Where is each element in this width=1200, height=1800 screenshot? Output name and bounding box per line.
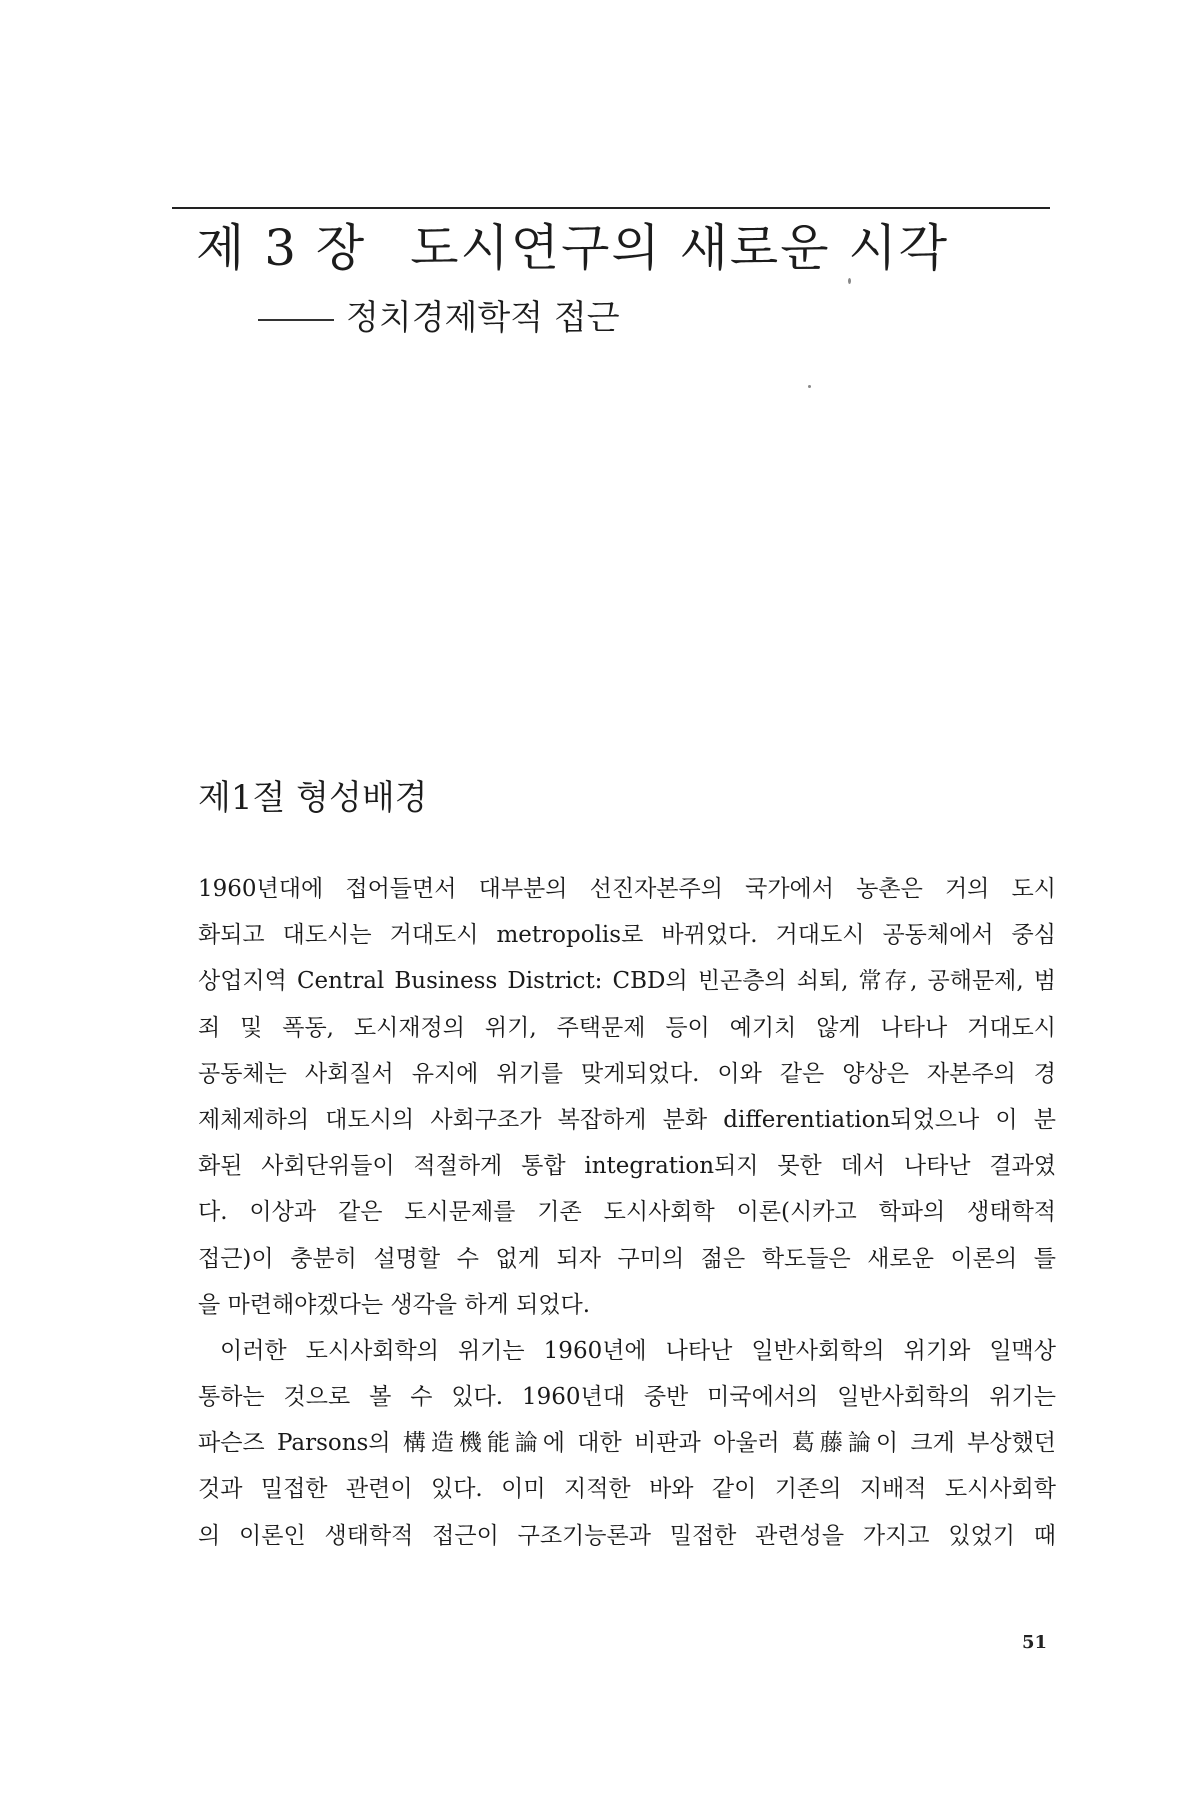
- body-line: 을 마련해야겠다는 생각을 하게 되었다.: [198, 1291, 591, 1318]
- scan-speck: [848, 278, 851, 284]
- chapter-subtitle-text: 정치경제학적 접근: [346, 298, 620, 338]
- body-line: 죄 및 폭동, 도시재정의 위기, 주택문제 등이 예기치 않게 나타나 거대도시: [198, 1014, 1056, 1041]
- body-text: [198, 866, 1056, 1559]
- chapter-subtitle: [258, 290, 620, 339]
- chapter-number: 제 3 장: [196, 219, 367, 277]
- body-line: 상업지역 Central Business District: CBD의 빈곤층의 쇠퇴, 常存, 공해문제, 범: [198, 968, 1056, 995]
- chapter-title: [196, 208, 949, 280]
- body-line: 화된 사회단위들이 적절하게 통합 integration되지 못한 데서 나타난 결과였: [198, 1153, 1056, 1180]
- chapter-title-text: 도시연구의 새로운 시각: [410, 219, 949, 277]
- subtitle-dash: [258, 319, 334, 321]
- body-line: 이러한 도시사회학의 위기는 1960년에 나타난 일반사회학의 위기와 일맥상: [220, 1337, 1056, 1364]
- body-line: 접근)이 충분히 설명할 수 없게 되자 구미의 젊은 학도들은 새로운 이론의 틀: [198, 1245, 1056, 1272]
- body-line: 제체제하의 대도시의 사회구조가 복잡하게 분화 differentiation되었으나 이 분: [198, 1106, 1056, 1133]
- body-line: 1960년대에 접어들면서 대부분의 선진자본주의 국가에서 농촌은 거의 도시: [198, 876, 1056, 902]
- body-line: 의 이론인 생태학적 접근이 구조기능론과 밀접한 관련성을 가지고 있었기 때: [198, 1522, 1056, 1549]
- body-line: 파슨즈 Parsons의 構造機能論에 대한 비판과 아울러 葛藤論이 크게 부상했던: [198, 1430, 1056, 1457]
- scan-speck: [808, 385, 811, 388]
- section-title: 제1절 형성배경: [198, 778, 428, 818]
- body-line: 것과 밀접한 관련이 있다. 이미 지적한 바와 같이 기존의 지배적 도시사회학: [198, 1476, 1056, 1503]
- body-line: 통하는 것으로 볼 수 있다. 1960년대 중반 미국에서의 일반사회학의 위기는: [198, 1384, 1056, 1411]
- body-line: 화되고 대도시는 거대도시 metropolis로 바뀌었다. 거대도시 공동체에서 중심: [198, 922, 1056, 949]
- page-number: 51: [1022, 1632, 1048, 1653]
- body-line: 다. 이상과 같은 도시문제를 기존 도시사회학 이론(시카고 학파의 생태학적: [198, 1199, 1056, 1226]
- body-line: 공동체는 사회질서 유지에 위기를 맞게되었다. 이와 같은 양상은 자본주의 경: [198, 1060, 1056, 1087]
